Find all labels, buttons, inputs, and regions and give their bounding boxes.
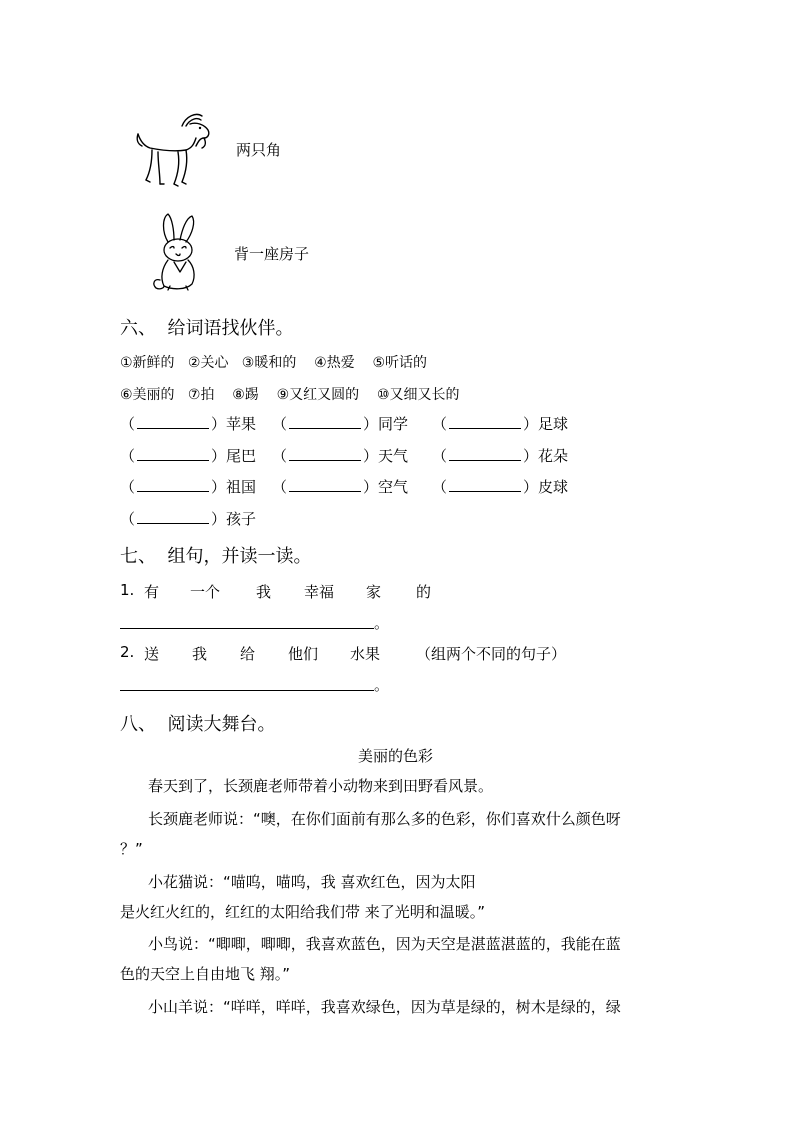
word-tile: 的 (416, 583, 432, 601)
blank-apple[interactable]: （ ）苹果 (120, 415, 257, 433)
answer-line[interactable] (449, 414, 521, 429)
answer-line[interactable] (449, 446, 521, 461)
answer-line[interactable] (137, 414, 209, 429)
goat-caption: 两只角 (236, 141, 282, 159)
word-tile: 我 (256, 583, 272, 601)
answer-line-q2[interactable] (120, 690, 374, 691)
word-tile: 幸福 (304, 583, 335, 601)
word-tile: 他们 (288, 645, 319, 663)
answer-line[interactable] (289, 446, 361, 461)
story-line: 春天到了，长颈鹿老师带着小动物来到田野看风景。 (148, 777, 494, 795)
blank-child[interactable]: （ ）孩子 (120, 510, 257, 528)
story-line: 色的天空上自由地飞 翔。” (120, 965, 291, 983)
story-line: 是火红火红的，红红的太阳给我们带 来了光明和温暖。” (120, 903, 486, 921)
word-tile: 给 (240, 645, 256, 663)
blank-flower[interactable]: （ ）花朵 (432, 447, 569, 465)
section6-options-line1: ①新鲜的 ②关心 ③暖和的 ④热爱 ⑤听话的 (120, 355, 428, 371)
story-line: 长颈鹿老师说：“噢，在你们面前有那么多的色彩，你们喜欢什么颜色呀 (148, 810, 621, 828)
answer-line[interactable] (137, 477, 209, 492)
word-tile: 有 (144, 583, 160, 601)
answer-line[interactable] (289, 477, 361, 492)
story-line: ？” (120, 840, 143, 858)
answer-line[interactable] (289, 414, 361, 429)
q2-note: （组两个不同的句子） (416, 645, 567, 663)
period: 。 (374, 614, 390, 632)
blank-motherland[interactable]: （ ）祖国 (120, 478, 257, 496)
word-ball: 皮球 (538, 478, 569, 496)
rabbit-caption: 背一座房子 (234, 245, 310, 263)
word-tile: 送 (144, 645, 160, 663)
section6-heading: 六、 给词语找伙伴。 (120, 318, 294, 339)
rabbit-icon (146, 212, 210, 292)
blank-weather[interactable]: （ ）天气 (272, 447, 409, 465)
word-classmate: 同学 (378, 415, 409, 433)
word-football: 足球 (538, 415, 569, 433)
blank-tail[interactable]: （ ）尾巴 (120, 447, 257, 465)
story-line: 小鸟说：“唧唧，唧唧，我喜欢蓝色，因为天空是湛蓝湛蓝的，我能在蓝 (148, 935, 621, 953)
period: 。 (374, 676, 390, 694)
word-apple: 苹果 (226, 415, 257, 433)
question-2: 2. 送 我 给 他们 水果 （组两个不同的句子） (120, 643, 567, 663)
answer-line-q1[interactable] (120, 628, 374, 629)
word-tile: 一个 (190, 583, 221, 601)
answer-line[interactable] (137, 509, 209, 524)
blank-football[interactable]: （ ）足球 (432, 415, 569, 433)
word-tile: 我 (192, 645, 208, 663)
answer-line[interactable] (449, 477, 521, 492)
word-air: 空气 (378, 478, 409, 496)
word-tail: 尾巴 (226, 447, 257, 465)
story-title: 美丽的色彩 (358, 747, 434, 765)
blank-ball[interactable]: （ ）皮球 (432, 478, 569, 496)
section8-heading: 八、 阅读大舞台。 (120, 714, 276, 735)
section7-heading: 七、 组句，并读一读。 (120, 546, 312, 567)
blank-classmate[interactable]: （ ）同学 (272, 415, 409, 433)
word-weather: 天气 (378, 447, 409, 465)
question-1: 1. 有 一个 我 幸福 家 的 (120, 581, 432, 601)
answer-line[interactable] (137, 446, 209, 461)
blank-air[interactable]: （ ）空气 (272, 478, 409, 496)
word-tile: 家 (366, 583, 382, 601)
word-tile: 水果 (350, 645, 381, 663)
goat-icon (134, 108, 216, 190)
word-child: 孩子 (226, 510, 257, 528)
story-line: 小山羊说：“咩咩，咩咩，我喜欢绿色，因为草是绿的，树木是绿的，绿 (148, 998, 621, 1016)
word-motherland: 祖国 (226, 478, 257, 496)
story-line: 小花猫说：“喵呜，喵呜，我 喜欢红色，因为太阳 (148, 873, 476, 891)
word-flower: 花朵 (538, 447, 569, 465)
section6-options-line2: ⑥美丽的 ⑦拍 ⑧踢 ⑨又红又圆的 ⑩又细又长的 (120, 387, 460, 403)
